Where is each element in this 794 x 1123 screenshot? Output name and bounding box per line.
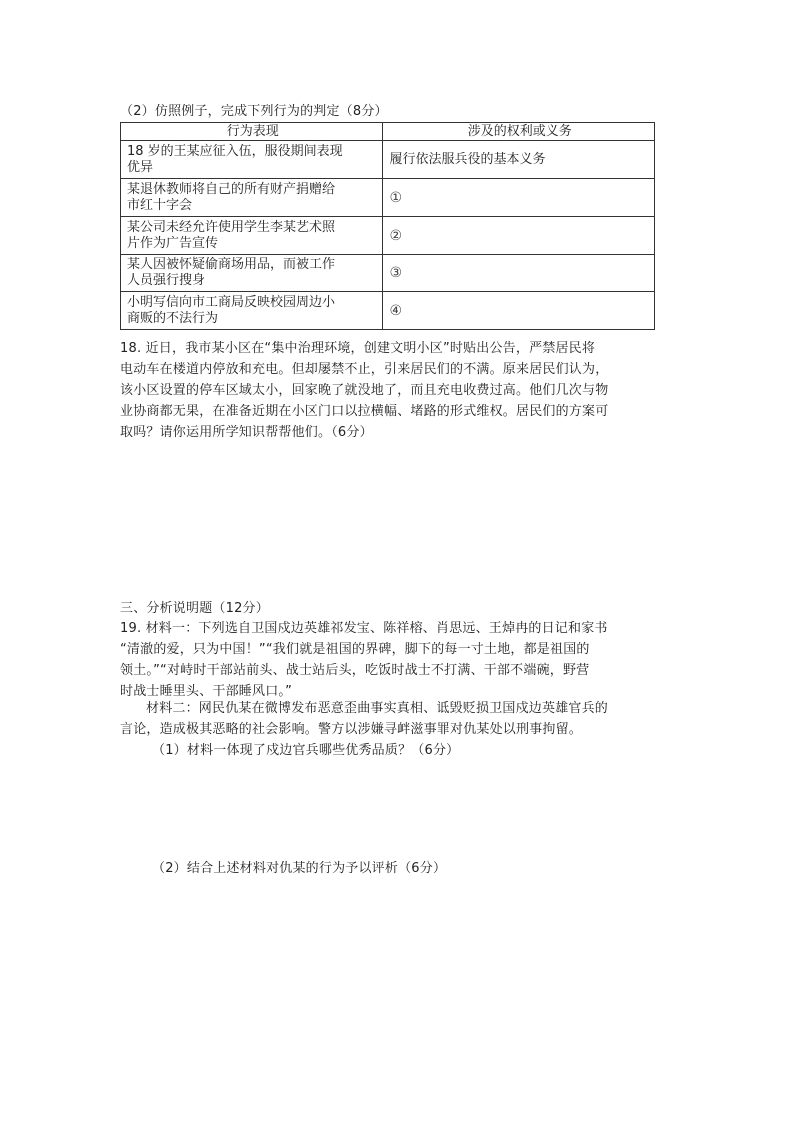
- answer-blank-1: ①: [383, 179, 655, 217]
- behavior-text-line: 人员强行搜身: [127, 273, 206, 288]
- q18-text-line: 电动车在楼道内停放和充电。但却屡禁不止，引来居民们的不满。原来居民们认为，: [120, 362, 609, 377]
- answer-cell: 履行依法服兵役的基本义务: [383, 141, 655, 179]
- behavior-text-line: 某退休教师将自己的所有财产捐赠给: [127, 181, 336, 197]
- answer-blank-2: ②: [383, 217, 655, 255]
- answer-blank-4: ④: [383, 292, 655, 330]
- behavior-judgement-table: [120, 122, 655, 330]
- q18-text-line: 取吗？请你运用所学知识帮帮他们。（6分）: [120, 425, 373, 440]
- q18-text-line: 业协商都无果，在准备近期在小区门口以拉横幅、堵路的形式维权。居民们的方案可: [120, 404, 609, 419]
- behavior-cell: [121, 217, 383, 255]
- behavior-text-line: 片作为广告宣传: [127, 235, 219, 251]
- table-row: [121, 292, 655, 330]
- behavior-text-line: 市红十字会: [127, 197, 193, 213]
- behavior-cell: [121, 255, 383, 292]
- q19-material1-line: “清澈的爱，只为中国！”“我们就是祖国的界碑，脚下的每一寸土地，都是祖国的: [120, 642, 590, 657]
- q19-material1-line: 19. 材料一：下列选自卫国戍边英雄祁发宝、陈祥榕、肖思远、王焯冉的日记和家书: [120, 621, 608, 636]
- table-header-row: [121, 123, 655, 141]
- q17-part2-prompt: （2）仿照例子，完成下列行为的判定（8分）: [120, 104, 388, 119]
- behavior-text-line: 18 岁的王某应征入伍，服役期间表现: [127, 143, 343, 159]
- section-3-title: 三、分析说明题（12分）: [120, 601, 269, 616]
- q19-subquestion-2: （2）结合上述材料对仇某的行为予以评析（6分）: [152, 861, 447, 876]
- behavior-text-line: 小明写信向市工商局反映校园周边小: [127, 294, 336, 310]
- q18-text-line: 该小区设置的停车区域太小，回家晚了就没地了，而且充电收费过高。他们几次与物: [120, 383, 609, 398]
- table-row: [121, 179, 655, 217]
- q19-material2-line: 材料二：网民仇某在微博发布恶意歪曲事实真相、诋毁贬损卫国戍边英雄官兵的: [146, 701, 609, 716]
- header-behavior: 行为表现: [121, 123, 383, 141]
- q19-material1-line: 领土。”“对峙时干部站前头、战士站后头，吃饭时战士不打满、干部不端碗，野营: [120, 663, 590, 678]
- answer-blank-3: ③: [383, 255, 655, 292]
- behavior-cell: [121, 179, 383, 217]
- behavior-cell: [121, 141, 383, 179]
- q18-text-line: 18. 近日，我市某小区在“集中治理环境，创建文明小区”时贴出公告，严禁居民将: [120, 341, 596, 356]
- table-row: [121, 141, 655, 179]
- header-rights-duties: 涉及的权利或义务: [383, 123, 655, 141]
- q19-subquestion-1: （1）材料一体现了戍边官兵哪些优秀品质？（6分）: [152, 743, 460, 758]
- behavior-text-line: 商贩的不法行为: [127, 310, 219, 326]
- behavior-cell: [121, 292, 383, 330]
- behavior-text-line: 优异: [127, 159, 154, 175]
- q19-material2-line: 言论，造成极其恶略的社会影响。警方以涉嫌寻衅滋事罪对仇某处以刑事拘留。: [120, 722, 583, 737]
- table-row: [121, 217, 655, 255]
- table-row: [121, 255, 655, 292]
- behavior-text-line: 某公司未经允许使用学生李某艺术照: [127, 219, 336, 235]
- q19-material1-line: 时战士睡里头、干部睡风口。”: [120, 684, 293, 699]
- behavior-text-line: 某人因被怀疑偷商场用品，而被工作: [127, 257, 336, 272]
